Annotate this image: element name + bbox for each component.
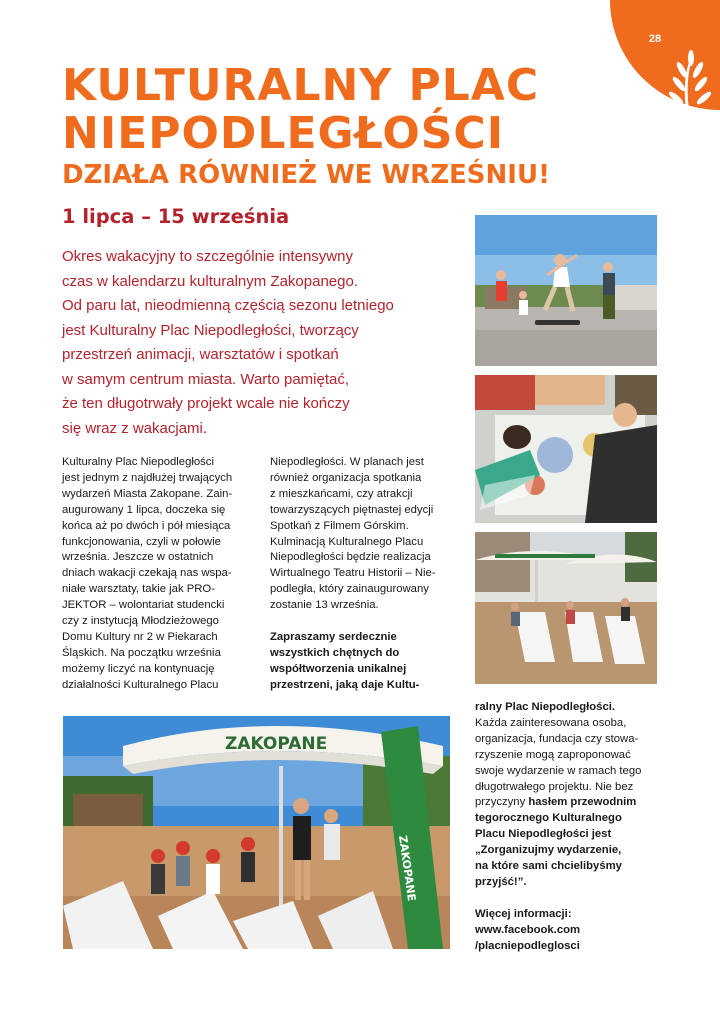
body-line: Każda zainteresowana osoba,	[475, 716, 627, 729]
body-line: długotrwałego projektu. Nie bez	[475, 780, 634, 793]
motto-line: „Zorganizujmy wydarzenie,	[475, 844, 622, 857]
invitation-line: Zapraszamy serdecznie	[270, 631, 397, 644]
body-column-2	[270, 455, 436, 694]
body-line: Wirtualnego Teatru Historii – Nie-	[270, 567, 436, 580]
motto-line: Placu Niepodległości jest	[475, 828, 612, 841]
more-info-link[interactable]: www.facebook.com	[475, 923, 581, 936]
body-line: niałe warsztaty, takie jak PRO-	[62, 583, 215, 596]
motto-intro: hasłem przewodnim	[528, 796, 637, 809]
body-line: z mieszkańcami, czy atrakcji	[270, 487, 413, 500]
body-line: swoje wydarzenie w ramach tego	[475, 764, 642, 777]
body-line: również organizacja spotkania	[270, 471, 422, 484]
motto-line: na które sami chcielibyśmy	[475, 860, 622, 873]
photo-zakopane-umbrella	[63, 716, 450, 949]
body-line: końca aż po dwóch i pół miesiąca	[62, 519, 231, 532]
photo-children-drawing	[475, 375, 657, 523]
body-line: dniach wakacji czekają nas wspa-	[62, 567, 232, 580]
umbrella-brand-text: ZAKOPANE	[225, 734, 328, 754]
invitation-line: przestrzeni, jaką daje Kultu-	[270, 678, 420, 691]
body-line: Śląskich. Na początku września	[62, 646, 221, 659]
body-column-1	[62, 455, 232, 694]
invitation-line: wszystkich chętnych do	[270, 646, 400, 659]
lead-line: Okres wakacyjny to szczególnie intensywny	[62, 248, 353, 265]
body-line: Niepodległości będzie realizacja	[270, 551, 431, 564]
body-column-3	[475, 700, 641, 955]
body-line: wydarzeń Miasta Zakopane. Zain-	[62, 487, 233, 500]
body-line: Niepodległości. W planach jest	[270, 456, 424, 468]
body-line: zostanie 13 września.	[270, 599, 379, 612]
body-line: organizacja, fundacja czy stowa-	[475, 732, 639, 745]
page-number: 28	[648, 33, 662, 45]
body-line: Spotkań z Filmem Górskim.	[270, 519, 409, 532]
body-line: Kulturalny Plac Niepodległości	[62, 456, 214, 468]
body-line: września. Jeszcze w ostatnich	[62, 551, 214, 564]
body-line: rzyszenie mogą zaproponować	[475, 748, 631, 761]
invitation-line: ralny Plac Niepodległości.	[475, 701, 616, 713]
photo-skateboard-workshop	[475, 215, 657, 366]
title-line-1: KULTURALNY PLAC	[62, 60, 540, 111]
body-line	[475, 795, 641, 811]
title-line-2: NIEPODLEGŁOŚCI	[62, 108, 505, 159]
lead-line: w samym centrum miasta. Warto pamiętać,	[62, 370, 350, 388]
body-line: augurowany 1 lipca, doczeka się	[62, 503, 226, 516]
body-line: możemy liczyć na kontynuację	[62, 662, 215, 675]
lead-line: przestrzeń animacji, warsztatów i spotkań	[62, 346, 339, 363]
body-line: funkcjonowania, czyli w połowie	[62, 535, 221, 548]
lead-line: Od paru lat, nieodmienną częścią sezonu letniego	[62, 297, 394, 314]
body-line: Kulminacją Kulturalnego Placu	[270, 535, 424, 548]
motto-line: tegorocznego Kulturalnego	[475, 812, 622, 825]
page-subtitle: DZIAŁA RÓWNIEŻ WE WRZEŚNIU!	[62, 160, 550, 190]
motto-line: przyjść!”.	[475, 875, 527, 888]
body-line: JEKTOR – wolontariat studencki	[62, 599, 225, 612]
umbrella-side-text: ZAKOPANE	[396, 834, 419, 902]
more-info-link[interactable]: /placniepodleglosci	[475, 939, 580, 952]
lead-paragraph	[62, 245, 462, 441]
wheat-icon	[662, 48, 720, 110]
photo-umbrella-event	[475, 532, 657, 684]
invitation-line: współtworzenia unikalnej	[270, 662, 407, 675]
body-line: towarzyszących piętnastej edycji	[270, 503, 434, 516]
body-line: czy z instytucją Młodzieżowego	[62, 615, 219, 628]
page-title	[62, 62, 662, 158]
body-line: podległa, który zainaugurowany	[270, 583, 429, 596]
lead-line: się wraz z wakacjami.	[62, 419, 208, 437]
lead-line: jest Kulturalny Plac Niepodległości, tworzący	[62, 321, 359, 339]
body-line: działalności Kulturalnego Placu	[62, 678, 219, 691]
body-line: jest jednym z najdłużej trwających	[62, 471, 233, 484]
lead-line: czas w kalendarzu kulturalnym Zakopanego.	[62, 272, 358, 290]
body-line: Domu Kultury nr 2 w Piekarach	[62, 630, 218, 643]
lead-line: że ten długotrwały projekt wcale nie kończy	[62, 395, 350, 412]
body-line-start: przyczyny	[475, 796, 526, 809]
more-info-label: Więcej informacji:	[475, 907, 572, 920]
date-range: 1 lipca – 15 września	[62, 205, 290, 228]
